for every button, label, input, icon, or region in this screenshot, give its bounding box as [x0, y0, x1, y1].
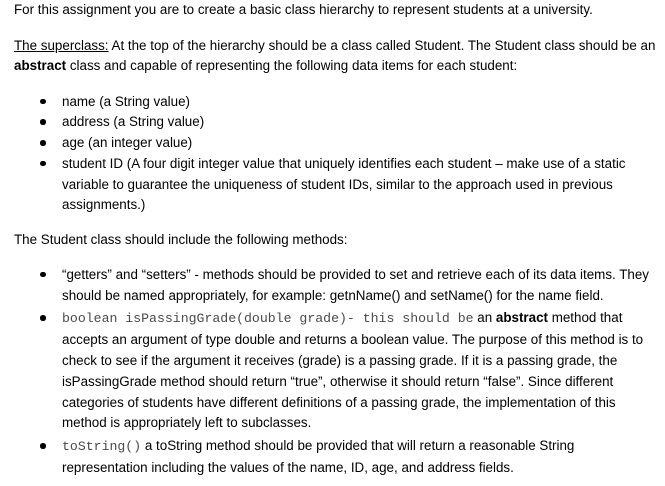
- bullet-icon: [40, 140, 46, 146]
- superclass-text-1: At the top of the hierarchy should be a class called Student. The Student class should be an: [108, 37, 656, 53]
- list-item: address (a String value): [14, 112, 659, 133]
- method-item-to-string: toString() a toString method should be provided that will return a reasonable String representation including the values of the name, ID, age, and address fields.: [14, 436, 659, 479]
- bullet-icon: [40, 315, 46, 321]
- list-item: name (a String value): [14, 92, 659, 113]
- bullet-icon: [40, 119, 46, 125]
- method-item-is-passing-grade: boolean isPassingGrade(double grade)- this should be an abstract method that accepts an argument of type double and returns a boolean value. The purpose of this method is to check to see if the argument it receives (grade) is a passing grade. If it is a passing grade, the isPassingGrade method should return “true”, otherwise it should return “false”. Since different categories of students have different definitions of a passing grade, the implementation of this method is appropriately left to subclasses.: [14, 308, 659, 434]
- data-items-list: [14, 92, 659, 217]
- intro-paragraph: For this assignment you are to create a basic class hierarchy to represent students at a university.: [14, 2, 593, 17]
- list-item: student ID (A four digit integer value that uniquely identifies each student – make use of a static variable to guarantee the uniqueness of student IDs, similar to the approach used in previous assignments.): [14, 154, 659, 216]
- is-passing-grade-code: boolean isPassingGrade(double grade)- this should be: [62, 311, 474, 327]
- bullet-icon: [40, 99, 46, 105]
- superclass-text-2: class and capable of representing the following data items for each student:: [66, 58, 518, 73]
- assignment-document: [14, 0, 659, 481]
- superclass-paragraph: [14, 36, 659, 77]
- methods-list: [14, 265, 659, 479]
- bullet-icon: [40, 161, 46, 167]
- bullet-icon: [40, 443, 46, 449]
- method-item-getters-setters: “getters” and “setters” - methods should be provided to set and retrieve each of its data items. They should be named appropriately, for example: getnName() and setName() for the name field.: [14, 265, 659, 307]
- to-string-code: toString(): [62, 439, 142, 455]
- superclass-label: The superclass:: [14, 37, 109, 53]
- methods-intro-paragraph: The Student class should include the following methods:: [14, 232, 348, 248]
- list-item: age (an integer value): [14, 133, 659, 154]
- abstract-keyword: abstract: [14, 58, 67, 73]
- abstract-keyword: abstract: [495, 310, 548, 326]
- bullet-icon: [40, 272, 46, 278]
